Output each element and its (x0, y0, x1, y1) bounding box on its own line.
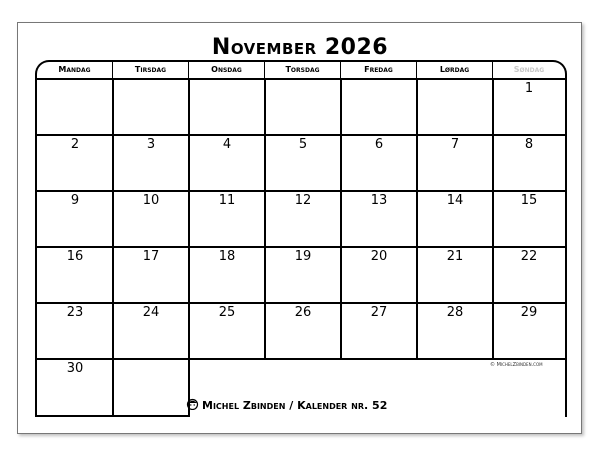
day-cell: 23 (66, 305, 84, 320)
row-divider (37, 302, 565, 304)
day-cell: 16 (66, 249, 84, 264)
day-cell: 9 (70, 193, 80, 208)
day-cell: 8 (524, 137, 534, 152)
row-divider (37, 190, 565, 192)
day-cell: 28 (446, 305, 464, 320)
header-divider (37, 78, 565, 80)
column-divider (188, 78, 190, 417)
face-icon (186, 398, 199, 413)
weekday-wednesday: Onsdag (189, 62, 265, 79)
day-cell: 17 (142, 249, 160, 264)
copyright-text: © MichelZbinden.com (490, 362, 543, 368)
day-cell: 11 (218, 193, 236, 208)
day-cell: 10 (142, 193, 160, 208)
calendar-grid (35, 60, 567, 417)
footer-text: Michel Zbinden / Kalender nr. 52 (202, 399, 388, 412)
row-divider (37, 358, 565, 360)
weekday-saturday: Lørdag (417, 62, 493, 79)
footer-credit (186, 398, 387, 413)
day-cell: 7 (450, 137, 460, 152)
day-cell: 22 (520, 249, 538, 264)
weekday-sunday: Søndag (513, 65, 545, 74)
day-cell: 26 (294, 305, 312, 320)
day-cell: 20 (370, 249, 388, 264)
day-cell: 27 (370, 305, 388, 320)
day-cell: 3 (146, 137, 156, 152)
weekday-thursday: Torsdag (265, 62, 341, 79)
day-cell: 1 (524, 81, 534, 96)
day-cell: 15 (520, 193, 538, 208)
day-cell: 4 (222, 137, 232, 152)
calendar-title: November 2026 (211, 35, 389, 60)
day-cell: 25 (218, 305, 236, 320)
day-cell: 24 (142, 305, 160, 320)
weekday-monday: Mandag (37, 62, 113, 79)
day-cell: 13 (370, 193, 388, 208)
weekday-friday: Fredag (341, 62, 417, 79)
row-divider (37, 246, 565, 248)
row-divider (37, 134, 565, 136)
day-cell: 14 (446, 193, 464, 208)
day-cell: 2 (70, 137, 80, 152)
day-cell: 21 (446, 249, 464, 264)
day-cell: 19 (294, 249, 312, 264)
day-cell: 6 (374, 137, 384, 152)
day-cell: 18 (218, 249, 236, 264)
day-cell: 12 (294, 193, 312, 208)
day-cell: 5 (298, 137, 308, 152)
weekday-tuesday: Tirsdag (113, 62, 189, 79)
day-cell: 29 (520, 305, 538, 320)
day-cell: 30 (66, 361, 84, 376)
